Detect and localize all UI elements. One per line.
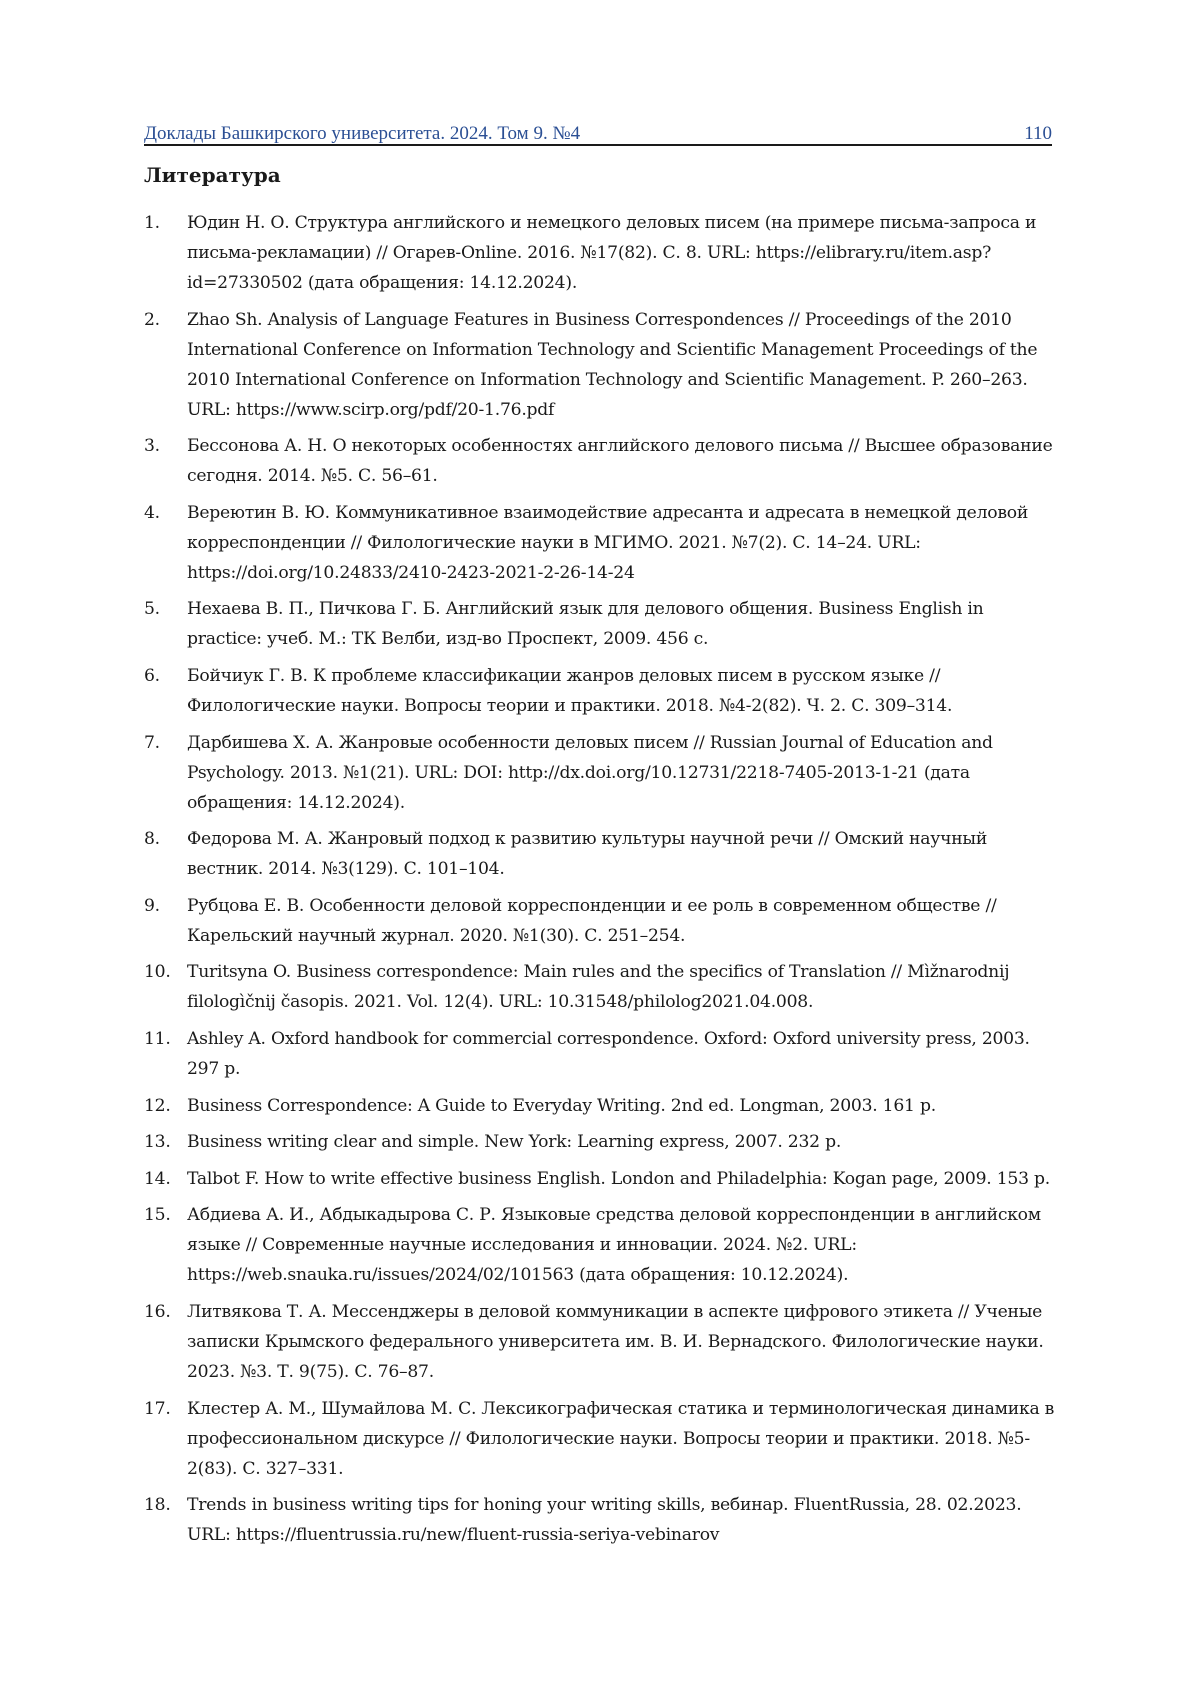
reference-text: Нехаева В. П., Пичкова Г. Б. Английский язык для делового общения. Business English in practice: учеб. М.: ТК Велби, изд-во Проспект, 2009. 456 с. bbox=[187, 594, 1062, 654]
reference-number: 18. bbox=[144, 1490, 187, 1550]
reference-item bbox=[144, 208, 1062, 298]
reference-number: 14. bbox=[144, 1164, 187, 1194]
reference-number: 1. bbox=[144, 208, 187, 298]
reference-item bbox=[144, 431, 1062, 491]
reference-number: 7. bbox=[144, 728, 187, 818]
reference-number: 3. bbox=[144, 431, 187, 491]
reference-text: Рубцова Е. В. Особенности деловой корреспонденции и ее роль в современном обществе // Карельский научный журнал. 2020. №1(30). С. 251–254. bbox=[187, 891, 1062, 951]
reference-text: Федорова М. А. Жанровый подход к развитию культуры научной речи // Омский научный вестник. 2014. №3(129). С. 101–104. bbox=[187, 824, 1062, 884]
reference-number: 17. bbox=[144, 1394, 187, 1484]
reference-number: 13. bbox=[144, 1127, 187, 1157]
header-divider bbox=[144, 144, 1052, 146]
reference-item bbox=[144, 1297, 1062, 1387]
running-header bbox=[144, 117, 1052, 145]
reference-item bbox=[144, 1127, 1062, 1157]
reference-number: 10. bbox=[144, 957, 187, 1017]
reference-text: Литвякова Т. А. Мессенджеры в деловой коммуникации в аспекте цифрового этикета // Ученые записки Крымского федерального университета им. В. И. Вернадского. Филологические науки. 2023. №3. Т. 9(75). С. 76–87. bbox=[187, 1297, 1062, 1387]
reference-number: 16. bbox=[144, 1297, 187, 1387]
reference-item bbox=[144, 728, 1062, 818]
reference-number: 12. bbox=[144, 1091, 187, 1121]
reference-number: 8. bbox=[144, 824, 187, 884]
reference-number: 6. bbox=[144, 661, 187, 721]
reference-number: 4. bbox=[144, 498, 187, 588]
reference-text: Talbot F. How to write effective business English. London and Philadelphia: Kogan page, 2009. 153 p. bbox=[187, 1164, 1062, 1194]
reference-item bbox=[144, 824, 1062, 884]
reference-text: Zhao Sh. Analysis of Language Features in Business Correspondences // Proceedings of the 2010 International Conference on Information Technology and Scientific Management Proceedings of the 2010 International Conference on Information Technology and Scientific Management. P. 260–263. URL: https://www.scirp.org/pdf/20-1.76.pdf bbox=[187, 305, 1062, 425]
reference-text: Business Correspondence: A Guide to Everyday Writing. 2nd ed. Longman, 2003. 161 p. bbox=[187, 1091, 1062, 1121]
reference-text: Абдиева А. И., Абдыкадырова С. Р. Языковые средства деловой корреспонденции в английском языке // Современные научные исследования и инновации. 2024. №2. URL: https://web.snauka.ru/issues/2024/02/101563 (дата обращения: 10.12.2024). bbox=[187, 1200, 1062, 1290]
page bbox=[0, 0, 1200, 1697]
reference-item bbox=[144, 1394, 1062, 1484]
reference-text: Бессонова А. Н. О некоторых особенностях английского делового письма // Высшее образование сегодня. 2014. №5. С. 56–61. bbox=[187, 431, 1062, 491]
reference-text: Вереютин В. Ю. Коммуникативное взаимодействие адресанта и адресата в немецкой деловой корреспонденции // Филологические науки в МГИМО. 2021. №7(2). С. 14–24. URL: https://doi.org/10.24833/2410-2423-2021-2-26-14-24 bbox=[187, 498, 1062, 588]
reference-item bbox=[144, 305, 1062, 425]
journal-title: Доклады Башкирского университета. 2024. Том 9. №4 bbox=[144, 123, 580, 145]
reference-text: Клестер А. М., Шумайлова М. С. Лексикографическая статика и терминологическая динамика в профессиональном дискурсе // Филологические науки. Вопросы теории и практики. 2018. №5-2(83). С. 327–331. bbox=[187, 1394, 1062, 1484]
reference-item bbox=[144, 1091, 1062, 1121]
reference-item bbox=[144, 594, 1062, 654]
page-number: 110 bbox=[1024, 123, 1052, 145]
reference-item bbox=[144, 661, 1062, 721]
reference-item bbox=[144, 891, 1062, 951]
reference-item bbox=[144, 1164, 1062, 1194]
reference-list bbox=[144, 208, 1062, 1557]
reference-item bbox=[144, 1490, 1062, 1550]
reference-number: 15. bbox=[144, 1200, 187, 1290]
reference-item bbox=[144, 1200, 1062, 1290]
reference-number: 5. bbox=[144, 594, 187, 654]
reference-item bbox=[144, 1024, 1062, 1084]
reference-number: 9. bbox=[144, 891, 187, 951]
reference-text: Юдин Н. О. Структура английского и немецкого деловых писем (на примере письма-запроса и письма-рекламации) // Огарев-Online. 2016. №17(82). С. 8. URL: https://elibrary.ru/item.asp?id=27330502 (дата обращения: 14.12.2024). bbox=[187, 208, 1062, 298]
reference-text: Turitsyna O. Business correspondence: Main rules and the specifics of Translation // Mìžnarodnij filologìčnij časopis. 2021. Vol. 12(4). URL: 10.31548/philolog2021.04.008. bbox=[187, 957, 1062, 1017]
reference-number: 2. bbox=[144, 305, 187, 425]
reference-text: Business writing clear and simple. New York: Learning express, 2007. 232 p. bbox=[187, 1127, 1062, 1157]
section-title: Литература bbox=[144, 163, 281, 187]
reference-text: Trends in business writing tips for honing your writing skills, вебинар. FluentRussia, 28. 02.2023. URL: https://fluentrussia.ru/new/fluent-russia-seriya-vebinarov bbox=[187, 1490, 1062, 1550]
reference-text: Бойчиук Г. В. К проблеме классификации жанров деловых писем в русском языке // Филологические науки. Вопросы теории и практики. 2018. №4-2(82). Ч. 2. С. 309–314. bbox=[187, 661, 1062, 721]
reference-text: Дарбишева Х. А. Жанровые особенности деловых писем // Russian Journal of Education and Psychology. 2013. №1(21). URL: DOI: http://dx.doi.org/10.12731/2218-7405-2013-1-21 (дата обращения: 14.12.2024). bbox=[187, 728, 1062, 818]
reference-item bbox=[144, 957, 1062, 1017]
reference-item bbox=[144, 498, 1062, 588]
reference-text: Ashley A. Oxford handbook for commercial correspondence. Oxford: Oxford university press, 2003. 297 p. bbox=[187, 1024, 1062, 1084]
reference-number: 11. bbox=[144, 1024, 187, 1084]
